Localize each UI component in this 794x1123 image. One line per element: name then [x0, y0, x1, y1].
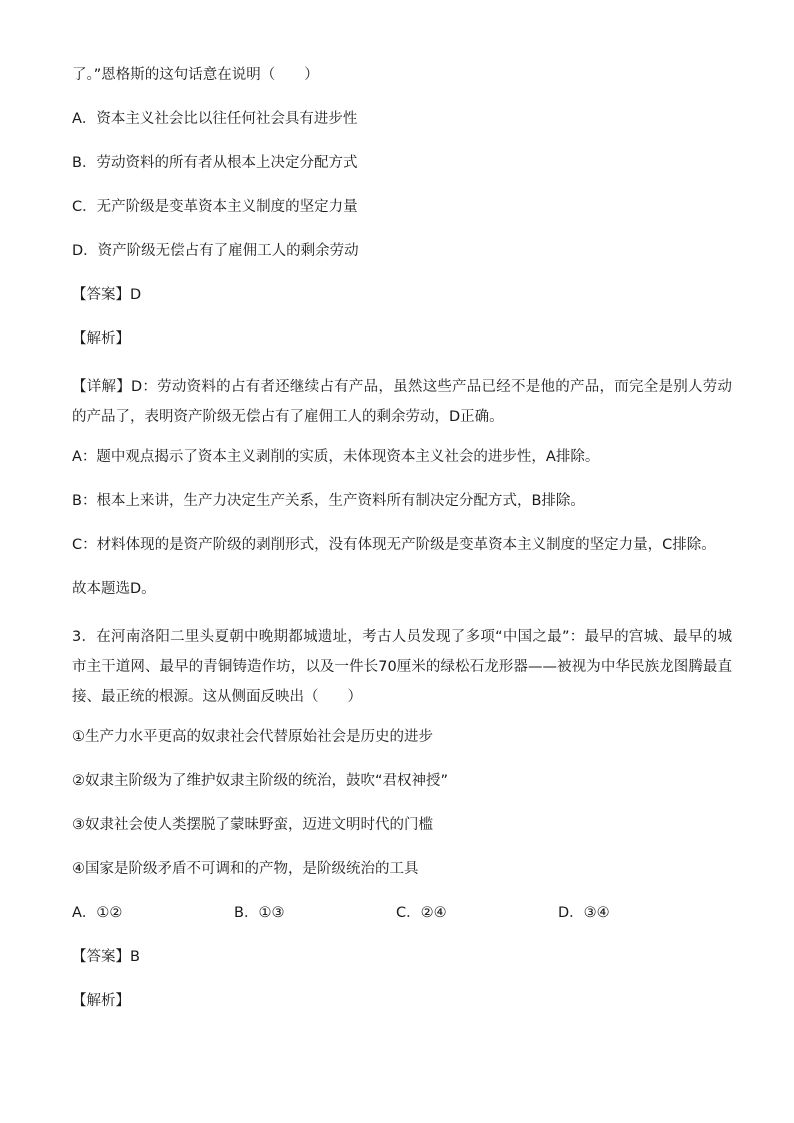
choice-a: A．①②: [72, 905, 123, 921]
conclusion: 故本题选D。: [72, 581, 156, 597]
detail-paragraph: 【详解】D：劳动资料的占有者还继续占有产品，虽然这些产品已经不是他的产品，而完全是别人劳动的产品了，表明资产阶级无偿占有了雇佣工人的剩余劳动，D正确。: [72, 379, 732, 425]
option-c: C．无产阶级是变革资本主义制度的坚定力量: [72, 199, 358, 215]
answer-label: 【答案】D: [72, 287, 142, 303]
analysis-label: 【解析】: [72, 331, 130, 347]
answer-label-3: 【答案】B: [72, 949, 140, 965]
question-3-stem: 3．在河南洛阳二里头夏朝中晚期都城遗址，考古人员发现了多项“中国之最”：最早的宫城、最早的城市主干道网、最早的青铜铸造作坊，以及一件长70厘米的绿松石龙形器——被视为中华民族龙图腾最直接、最正统的根源。这从侧面反映出（ ）: [72, 629, 732, 705]
choice-row: [72, 902, 732, 924]
question-2-stem-tail: 了。”恩格斯的这句话意在说明（ ）: [72, 67, 319, 83]
statement-2: ②奴隶主阶级为了维护奴隶主阶级的统治，鼓吹“君权神授”: [72, 773, 449, 789]
document-page: [72, 64, 732, 1034]
choice-d: D．③④: [558, 905, 610, 921]
choice-b: B．①③: [234, 905, 285, 921]
explain-a: A：题中观点揭示了资本主义剥削的实质，未体现资本主义社会的进步性，A排除。: [72, 449, 600, 465]
option-b: B．劳动资料的所有者从根本上决定分配方式: [72, 155, 358, 171]
explain-c: C：材料体现的是资产阶级的剥削形式，没有体现无产阶级是变革资本主义制度的坚定力量，C排除。: [72, 537, 716, 553]
analysis-label-3: 【解析】: [72, 993, 130, 1009]
statement-4: ④国家是阶级矛盾不可调和的产物，是阶级统治的工具: [72, 861, 419, 877]
statement-1: ①生产力水平更高的奴隶社会代替原始社会是历史的进步: [72, 729, 433, 745]
explain-b: B：根本上来讲，生产力决定生产关系，生产资料所有制决定分配方式，B排除。: [72, 493, 585, 509]
choice-c: C．②④: [396, 905, 447, 921]
option-d: D．资产阶级无偿占有了雇佣工人的剩余劳动: [72, 243, 359, 259]
statement-3: ③奴隶社会使人类摆脱了蒙昧野蛮，迈进文明时代的门槛: [72, 817, 433, 833]
option-a: A．资本主义社会比以往任何社会具有进步性: [72, 111, 358, 127]
